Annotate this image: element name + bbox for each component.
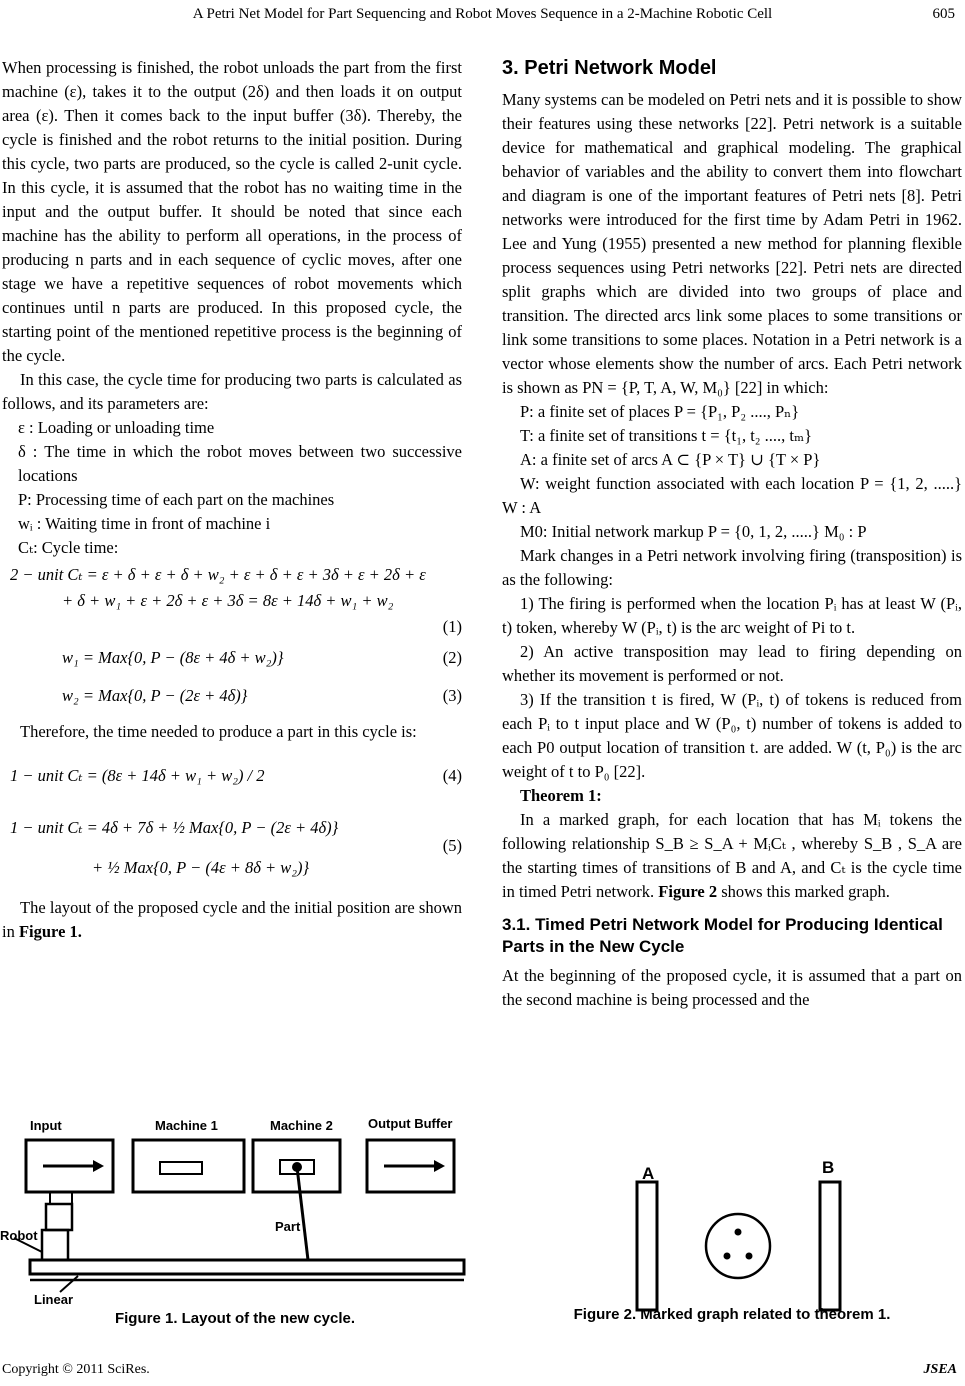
definition: P: a finite set of places P = {P₁, P₂ ...., Pₙ} — [520, 402, 800, 421]
figure-1 — [0, 1110, 470, 1335]
definition: δ : The time in which the robot moves between two successive locations — [18, 442, 462, 485]
figure-1-caption: Figure 1. Layout of the new cycle. — [114, 1310, 356, 1327]
equation-2: w₁ = Max{0, P − (8ε + 4δ + w₂)} (2) — [62, 648, 462, 667]
linear-label: Linear — [34, 1292, 74, 1307]
figure-2 — [502, 1156, 962, 1336]
figure-2-caption: Figure 2. Marked graph related to theorem 1. — [573, 1306, 891, 1323]
journal-abbrev: JSEA — [923, 1362, 957, 1377]
equation-1: 2 − unit Cₜ = ε + δ + ε + δ + w₂ + ε + δ + ε + 3δ + ε + 2δ + ε — [10, 565, 426, 584]
definition: P: Processing time of each part on the machines — [18, 490, 335, 509]
robot-label: Robot — [0, 1228, 38, 1243]
transition-a-label: A — [642, 1164, 655, 1183]
equation-3: w₂ = Max{0, P − (2ε + 4δ)} (3) — [62, 686, 462, 705]
left-column — [2, 56, 462, 944]
paragraph: Therefore, the time needed to produce a part in this cycle is: — [20, 722, 417, 741]
equation-4: 1 − unit Cₜ = (8ε + 14δ + w₁ + w₂) / 2 (4) — [10, 766, 462, 785]
paragraph: The layout of the proposed cycle and the initial position are shown in Figure 1. — [2, 898, 462, 941]
paragraph: In this case, the cycle time for producing two parts is calculated as follows, and its parameters are: — [2, 370, 462, 413]
paragraph: 3) If the transition t is fired, W (Pᵢ, t) of tokens is reduced from each Pᵢ to t input place and W (P₀, t) number of tokens is added to each P0 output location of transition t. are added. W (t, P₀) is the arc weight of t to P₀ [22]. — [502, 690, 962, 781]
layout-diagram — [0, 1110, 470, 1310]
paragraph: 1) The firing is performed when the location Pᵢ has at least W (Pᵢ, t) token, whereby W (Pᵢ, t) is the arc weight of Pi to t. — [502, 594, 962, 637]
equation-1-cont: + δ + w₁ + ε + 2δ + ε + 3δ = 8ε + 14δ + w₁ + w₂ — [62, 591, 394, 610]
equation-5-cont: + ½ Max{0, P − (4ε + 8δ + w₂)} — [92, 858, 310, 877]
definition: T: a finite set of transitions t = {t₁, t₂ ...., tₘ} — [520, 426, 813, 445]
part-label: Part — [275, 1219, 301, 1234]
definition: W: weight function associated with each location P = {1, 2, .....} W : A — [502, 474, 962, 517]
copyright: Copyright © 2011 SciRes. — [2, 1362, 150, 1377]
transition-b-label: B — [822, 1158, 835, 1177]
definition: A: a finite set of arcs A ⊂ {P × T} ∪ {T × P} — [520, 450, 821, 469]
running-title: A Petri Net Model for Part Sequencing and Robot Moves Sequence in a 2-Machine Robotic Cell — [192, 6, 773, 22]
section-heading: 3. Petri Network Model — [502, 57, 717, 79]
definition: ε : Loading or unloading time — [18, 418, 215, 437]
machine-2-label: Machine 2 — [270, 1118, 333, 1133]
page-header — [0, 0, 965, 30]
output-buffer-label: Output Buffer — [368, 1116, 453, 1131]
right-column — [502, 56, 962, 1012]
equation-5: 1 − unit Cₜ = 4δ + 7δ + ½ Max{0, P − (2ε + 4δ)} (5) — [10, 818, 462, 855]
machine-1-label: Machine 1 — [155, 1118, 218, 1133]
definition: wᵢ : Waiting time in front of machine i — [18, 514, 271, 533]
paragraph: In a marked graph, for each location that has Mᵢ tokens the following relationship S_B ≥ S_A + MᵢCₜ , whereby S_B , S_A are the starting times of transitions of B and A, and Cₜ is the cycle time in timed Petri network. Figure 2 shows this marked graph. — [502, 810, 962, 901]
paragraph: At the beginning of the proposed cycle, it is assumed that a part on the second machine is being processed and the — [502, 966, 962, 1009]
theorem-label: Theorem 1: — [520, 786, 602, 805]
page-number: 605 — [932, 6, 955, 22]
equation-1-number: (1) — [442, 617, 462, 636]
paragraph: 2) An active transposition may lead to firing depending on whether its movement is performed or not. — [502, 642, 962, 685]
input-label: Input — [30, 1118, 62, 1133]
definition: Cₜ: Cycle time: — [18, 538, 119, 557]
paragraph: When processing is finished, the robot unloads the part from the first machine (ε), takes it to the output (2δ) and then loads it on output area (ε). Then it comes back to the input buffer (3δ). Thereby, the cycle is finished and the robot returns to the initial position. During this cycle, two parts are produced, so the cycle is called 2-unit cycle. In this cycle, it is assumed that the robot has no waiting time in the input and the output buffer. It should be noted that since each machine has the ability to perform all operations, in the process of producing n parts and in each sequence of cyclic moves, after one stage we have a repetitive sequences of robot movements which continues until n parts are produced. In this proposed cycle, the starting point of the mentioned repetitive process is the beginning of the cycle. — [2, 58, 462, 365]
marked-graph — [502, 1156, 962, 1316]
paragraph: Many systems can be modeled on Petri nets and it is possible to show their features using these networks [22]. Petri network is a suitable device for mathematical and graphical modeling. The graphical behavior of variables and the ability to convert them into flowchart and diagram is one of the important features of Petri nets [8]. Petri networks were introduced for the first time by Adam Petri in 1962. Lee and Yung (1955) presented a new method for planning flexible process sequences using Petri networks [22]. Petri nets are directed split graphs which are divided into two groups of place and transition. The directed arcs link some places to some transitions or link some transitions to some places. Notation in a Petri network is a vector whose elements show the number of arcs. Each Petri network is shown as PN = {P, T, A, W, M₀} [22] in which: — [502, 90, 962, 397]
definition: M0: Initial network markup P = {0, 1, 2, .....} M₀ : P — [520, 522, 867, 541]
paragraph: Mark changes in a Petri network involving firing (transposition) is as the following: — [502, 546, 962, 589]
subsection-heading: 3.1. Timed Petri Network Model for Producing Identical Parts in the New Cycle — [502, 915, 943, 956]
